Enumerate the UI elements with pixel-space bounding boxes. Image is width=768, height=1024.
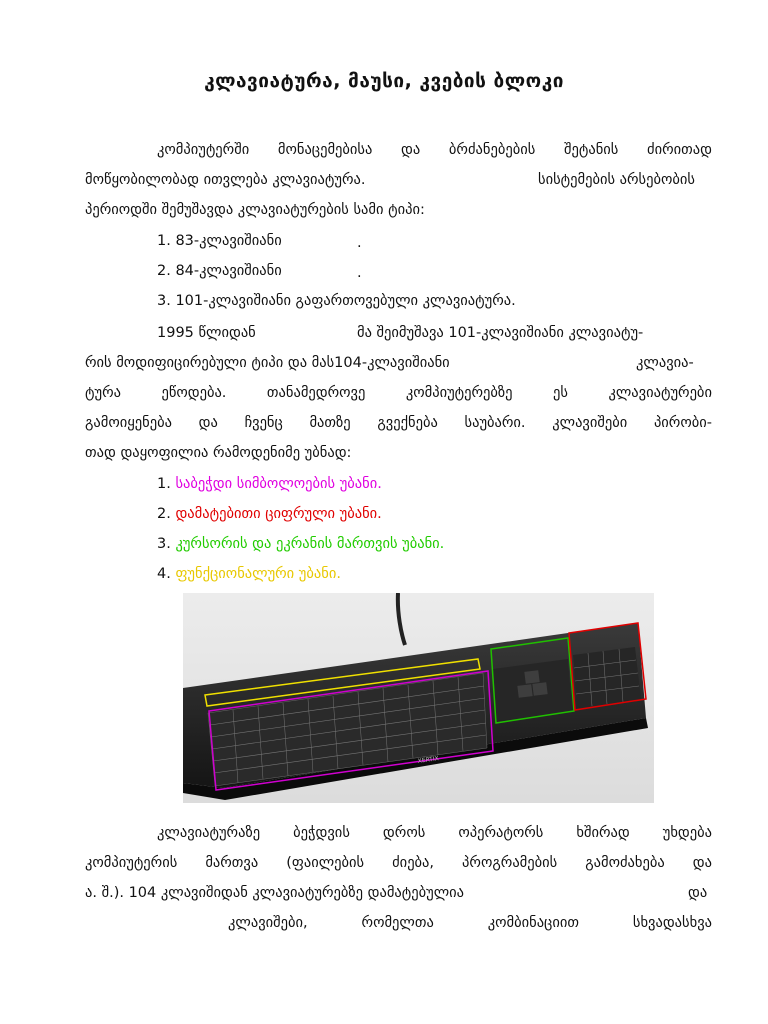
- word: კლავიატურები: [608, 385, 712, 401]
- word: საუბარი.: [464, 415, 526, 431]
- list-text: 101-კლავიშიანი გაფართოვებული კლავიატურა.: [175, 293, 516, 309]
- list-text: კურსორის და ეკრანის მართვის უბანი.: [175, 536, 445, 552]
- word: რომელთა: [361, 915, 434, 931]
- para2-line-5: თად დაყოფილია რამოდენიმე უბნად:: [85, 445, 352, 461]
- para2-line-3: [85, 383, 712, 403]
- keyboard-image: [183, 593, 654, 803]
- zone-item-2: [157, 506, 382, 522]
- word: დროს: [382, 825, 426, 841]
- word: კლავიშები,: [228, 915, 308, 931]
- list-number: 3.: [157, 536, 171, 552]
- word: კომპიუტერებზე: [405, 385, 513, 401]
- word: პროგრამების: [462, 855, 558, 871]
- type-item-3: [157, 293, 516, 309]
- intro-line-1: [157, 140, 712, 160]
- word: მონაცემებისა: [277, 142, 373, 158]
- word: ბრძანებების: [448, 142, 536, 158]
- type-item-1: [157, 233, 282, 249]
- word: ბეჭდვის: [293, 825, 350, 841]
- zone-item-1: [157, 476, 382, 492]
- word: ეს: [553, 385, 568, 401]
- zone-item-3: [157, 536, 444, 552]
- word: მართვა: [205, 855, 259, 871]
- word: თანამედროვე: [266, 385, 366, 401]
- word: (ფაილების: [286, 855, 365, 871]
- para2-line-2b: კლავია-: [636, 355, 694, 371]
- word: გამოძახება: [585, 855, 665, 871]
- word: პირობი-: [653, 415, 712, 431]
- word: და: [401, 142, 421, 158]
- para3-line-3b: და: [688, 885, 708, 901]
- word: შეტანის: [563, 142, 619, 158]
- word: ტურა: [85, 385, 121, 401]
- word: ჩვენც: [244, 415, 283, 431]
- keyboard-illustration: [183, 593, 654, 803]
- word: კომბინაციით: [487, 915, 579, 931]
- word: გამოიყენება: [85, 415, 172, 431]
- word: ხშირად: [576, 825, 630, 841]
- para2-year: 1995 წლიდან: [157, 325, 256, 341]
- para3-line-3a: ა. შ.). 104 კლავიშიდან კლავიატურებზე დამატებულია: [85, 885, 465, 901]
- list-tail: .: [357, 265, 362, 281]
- list-text: საბეჭდი სიმბოლოების უბანი.: [175, 476, 382, 492]
- word: კომპიუტერში: [157, 142, 250, 158]
- word: ძიება,: [392, 855, 435, 871]
- word: კომპიუტერის: [85, 855, 178, 871]
- list-number: 4.: [157, 566, 171, 582]
- para2-line-1b: მა შეიმუშავა 101-კლავიშიანი კლავიატუ-: [357, 325, 644, 341]
- word: კლავიატურაზე: [157, 825, 261, 841]
- word: და: [692, 855, 712, 871]
- list-tail: .: [357, 235, 362, 251]
- word: კლავიშები: [552, 415, 628, 431]
- word: და: [198, 415, 218, 431]
- list-number: 2.: [157, 263, 171, 279]
- word: მათზე: [309, 415, 351, 431]
- list-text: დამატებითი ციფრული უბანი.: [175, 506, 382, 522]
- list-number: 2.: [157, 506, 171, 522]
- list-number: 3.: [157, 293, 171, 309]
- list-number: 1.: [157, 233, 171, 249]
- intro-line-2b: სისტემების არსებობის: [538, 172, 695, 188]
- page-title: კლავიატურა, მაუსი, კვების ბლოკი: [204, 70, 564, 92]
- word: ძირითად: [647, 142, 712, 158]
- list-text: 84-კლავიშიანი: [175, 263, 282, 279]
- para3-line-4: [228, 913, 712, 933]
- para3-line-1: [157, 823, 712, 843]
- word: გვექნება: [377, 415, 438, 431]
- para2-line-4: [85, 413, 712, 433]
- list-number: 1.: [157, 476, 171, 492]
- word: ეწოდება.: [161, 385, 227, 401]
- type-item-2: [157, 263, 282, 279]
- para2-line-2a: რის მოდიფიცირებული ტიპი და მას104-კლავიშიანი: [85, 355, 450, 371]
- word: უხდება: [662, 825, 712, 841]
- word: სხვადასხვა: [632, 915, 712, 931]
- keyboard-brand: XERTIX: [417, 755, 440, 765]
- intro-line-3: პერიოდში შემუშავდა კლავიატურების სამი ტიპი:: [85, 202, 425, 218]
- para3-line-2: [85, 853, 712, 873]
- list-text: 83-კლავიშიანი: [175, 233, 282, 249]
- list-text: ფუნქციონალური უბანი.: [175, 566, 341, 582]
- word: ოპერატორს: [458, 825, 544, 841]
- zone-item-4: [157, 566, 341, 582]
- intro-line-2a: მოწყობილობად ითვლება კლავიატურა.: [85, 172, 366, 188]
